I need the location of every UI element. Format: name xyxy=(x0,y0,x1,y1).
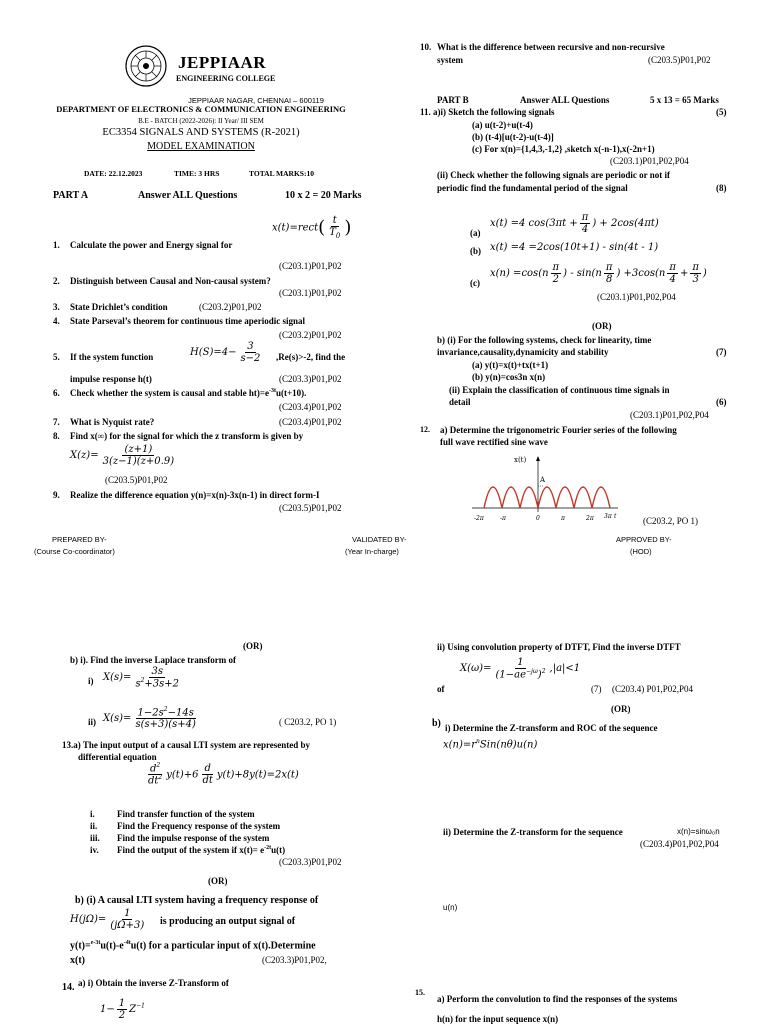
q13-iii-number: iii. xyxy=(90,833,100,843)
part-a-label: PART A xyxy=(53,190,89,201)
q13b-co: (C203.3)P01,P02, xyxy=(262,955,327,965)
prepared-by: PREPARED BY- xyxy=(52,535,107,544)
q8-co: (C203.5)P01,P02 xyxy=(105,475,168,485)
q11-ii-text-2: periodic find the fundamental period of the signal xyxy=(437,183,628,193)
q13-iv-text: Find the output of the system if $x(t)= e^{-2t}u(t)$ xyxy=(117,845,286,855)
q13b-frequency-response: H(jΩ)= $\frac{1}{(j\Omega+3)}$ xyxy=(70,908,145,931)
q5-formula: H(S)=4− $\frac{3}{s-2}$ xyxy=(190,341,261,364)
or-divider-3: (OR) xyxy=(208,876,228,886)
q11-ii-b-formula: x(t) =4 =2cos(10t+1) - sin(4t - 1) xyxy=(490,242,659,253)
prepared-by-role: (Course Co-coordinator) xyxy=(34,547,115,556)
inverse-dtft-text: ii) Using convolution property of DTFT, Find the inverse DTFT xyxy=(437,642,681,652)
q13-co: (C203.3)P01,P02 xyxy=(279,857,342,867)
q8-text: Find x(∞) for the signal for which the z transform is given by xyxy=(70,431,304,441)
q10-number: 10. xyxy=(420,42,432,52)
q15-text: a) Perform the convolution to find the responses of the systems xyxy=(437,994,678,1004)
q5-co: (C203.3)P01,P02 xyxy=(279,374,342,384)
q11-ii-marks: (8) xyxy=(716,183,727,193)
q9-text: Realize the difference equation y(n)=x(n)-3x(n-1) in direct form-I xyxy=(70,490,320,500)
q1-text: Calculate the power and Energy signal for xyxy=(70,240,233,250)
plot-tick-m2pi: -2π xyxy=(474,515,484,522)
q13-i-text: Find transfer function of the system xyxy=(117,809,255,819)
q11b-ii-marks: (6) xyxy=(716,397,727,407)
q7-number: 7. xyxy=(53,417,60,427)
approved-by-role: (HOD) xyxy=(630,547,652,556)
q1-number: 1. xyxy=(53,240,60,250)
ztransform-sin-unit-step: u(n) xyxy=(443,903,458,912)
laplace-i-label: i) xyxy=(88,676,94,686)
part-b-instruction: Answer ALL Questions xyxy=(520,95,610,105)
exam-total-marks: TOTAL MARKS:10 xyxy=(249,169,314,178)
or-divider-1: (OR) xyxy=(592,321,612,331)
q10-text-2: system xyxy=(437,55,463,65)
q14-number: 14. xyxy=(62,982,75,993)
q11b-co: (C203.1)P01,P02,P04 xyxy=(630,410,709,420)
q13-ii-text: Find the Frequency response of the system xyxy=(117,821,281,831)
q11b-ii-text: (ii) Explain the classification of continuous time signals in xyxy=(449,385,670,395)
q6-text: Check whether the system is causal and stable $ht)=e^{-3t}u(t+10)$. xyxy=(70,388,307,398)
plot-tick-2pi: 2π xyxy=(586,515,594,522)
q5-text: If the system function xyxy=(70,352,154,362)
plot-tick-0: 0 xyxy=(536,515,540,522)
q11-heading: 11. a)i) Sketch the following signals xyxy=(420,107,555,117)
q10-text: What is the difference between recursive and non-recursive xyxy=(437,42,665,52)
ztransform-sin-co: (C203.4)P01,P02,P04 xyxy=(640,839,719,849)
q9-co: (C203.5)P01,P02 xyxy=(279,503,342,513)
q13b-text-2: is producing an output signal of xyxy=(160,916,296,927)
q14-text: a) i) Obtain the inverse Z-Transform of xyxy=(78,978,229,988)
q14-formula: 1− $\frac{1}{2}$ $Z^{-1}$ xyxy=(100,998,145,1021)
q6-number: 6. xyxy=(53,388,60,398)
batch-info: B.E - BATCH (2022-2026): II Year/ III SEM xyxy=(138,117,264,125)
inverse-dtft-formula: X(ω)= $\frac{1}{(1-ae^{-j\omega})^2}$ ,|a|<1 xyxy=(460,657,581,681)
exam-title: MODEL EXAMINATION xyxy=(147,141,255,152)
q4-number: 4. xyxy=(53,316,60,326)
part-b-marks: 5 x 13 = 65 Marks xyxy=(650,95,719,105)
q12-co: (C203.2, PO 1) xyxy=(643,516,699,526)
ztransform-roc-formula: $x(n)=r^nSin(n\theta)u(n)$ xyxy=(443,738,538,751)
q11b-marks: (7) xyxy=(716,347,727,357)
q4-co: (C203.2)P01,P02 xyxy=(279,330,342,340)
q8-formula: X(z)= $\frac{(z+1)}{3(z-1)(z+0.9)}$ xyxy=(70,444,175,467)
q11b-b: (b) y(n)=cos3n x(n) xyxy=(472,372,546,382)
q3-text: State Drichlet’s condition xyxy=(70,302,168,312)
q11b-text-2: invariance,causality,dynamicity and stability xyxy=(437,347,609,357)
q11-co-2: (C203.1)P01,P02,P04 xyxy=(597,292,676,302)
q13-diff-equation: $\frac{d^2}{dt^2}$ y(t)+6 $\frac{d}{dt}$ y(t)+8y(t)=2x(t) xyxy=(148,762,299,787)
ztransform-sin-text: ii) Determine the Z-transform for the sequence xyxy=(443,827,623,837)
or-divider-4: (OR) xyxy=(611,704,631,714)
q11b-ii-text-2: detail xyxy=(449,397,471,407)
plot-tick-pi: π xyxy=(561,515,565,522)
college-subtitle: ENGINEERING COLLEGE xyxy=(176,74,276,83)
inverse-laplace-heading: b) i). Find the inverse Laplace transform of xyxy=(70,655,236,665)
ztransform-roc-text: i) Determine the Z-transform and ROC of the sequence xyxy=(445,723,658,733)
q12-number: 12. xyxy=(420,425,430,434)
q2-co: (C203.1)P01,P02 xyxy=(279,288,342,298)
plot-y-label: x(t) xyxy=(514,456,527,464)
inverse-dtft-marks: (7) xyxy=(591,684,602,694)
inverse-dtft-of: of xyxy=(437,684,445,694)
laplace-ii-label: ii) xyxy=(88,717,96,727)
q11-ii-text: (ii) Check whether the following signals are periodic or not if xyxy=(437,170,670,180)
q6-co: (C203.4)P01,P02 xyxy=(279,402,342,412)
plot-amplitude-label: A xyxy=(540,476,546,484)
part-a-instruction: Answer ALL Questions xyxy=(138,190,238,201)
exam-time: TIME: 3 HRS xyxy=(174,169,220,178)
department-name: DEPARTMENT OF ELECTRONICS & COMMUNICATION ENGINEERING xyxy=(56,104,346,114)
q13b-output: $y(t)=^{e-3t}u(t)-e^{-4t}u(t)$ for a particular input of x(t).Determine xyxy=(70,940,316,952)
q8-number: 8. xyxy=(53,431,60,441)
course-title: EC3354 SIGNALS AND SYSTEMS (R-2021) xyxy=(102,127,300,138)
plot-tick-t: t xyxy=(614,513,617,520)
laplace-i-formula: X(s)= $\frac{3s}{s^2+3s+2}$ xyxy=(103,666,180,690)
q11-ii-c-formula: x(n) =cos(n $\frac{\pi}{2}$ ) - sin(n $\frac{\pi}{8}$ ) +3cos(n $\frac{\pi}{4}$ + $\frac{\pi}{3}$ ) xyxy=(490,262,707,285)
q13-ii-number: ii. xyxy=(90,821,98,831)
plot-tick-mpi: -π xyxy=(500,515,506,522)
approved-by: APPROVED BY- xyxy=(616,535,672,544)
q4-text: State Parseval’s theorem for continuous time aperiodic signal xyxy=(70,316,306,326)
q13b-text-4: x(t) xyxy=(70,955,85,966)
q13-text-2: differential equation xyxy=(78,752,157,762)
q5-text-roc: ,Re(s)>-2, find the xyxy=(276,352,346,362)
q9-number: 9. xyxy=(53,490,60,500)
q11-b: (b) (t-4)[u(t-2)-u(t-4)] xyxy=(472,132,554,142)
validated-by-role: (Year In-charge) xyxy=(345,547,399,556)
q15-number: 15. xyxy=(415,988,425,997)
q11-co-1: (C203.1)P01,P02,P04 xyxy=(610,156,689,166)
q7-co: (C203.4)P01,P02 xyxy=(279,417,342,427)
q2-number: 2. xyxy=(53,276,60,286)
q13-iii-text: Find the impulse response of the system xyxy=(117,833,270,843)
college-seal-logo xyxy=(124,44,168,88)
q13-i-number: i. xyxy=(90,809,95,819)
q13-text: 13.a) The input output of a causal LTI system are represented by xyxy=(62,740,311,750)
ztransform-b-label: b) xyxy=(432,718,441,729)
q1-formula: x(t)=rect( $\frac{t}{T_0}$ ) xyxy=(272,215,352,240)
q13-iv-number: iv. xyxy=(90,845,99,855)
college-address: JEPPIAAR NAGAR, CHENNAI – 600119 xyxy=(188,96,324,105)
q3-number: 3. xyxy=(53,302,60,312)
q3-co: (C203.2)P01,P02 xyxy=(199,302,262,312)
q12-text: a) Determine the trigonometric Fourier series of the following xyxy=(440,425,677,435)
validated-by: VALIDATED BY- xyxy=(352,535,407,544)
or-divider-2: (OR) xyxy=(243,641,263,651)
laplace-ii-formula: X(s)= $\frac{1-2s^2-14s}{s(s+3)(s+4)}$ xyxy=(103,706,196,731)
exam-date: DATE: 22.12.2023 xyxy=(84,169,143,178)
q10-co: (C203.5)P01,P02 xyxy=(648,55,711,65)
q11b-a: (a) y(t)=x(t)+tx(t+1) xyxy=(472,360,549,370)
ztransform-sin-formula: x(n)=sinω₀n xyxy=(677,827,720,836)
q11-marks: (5) xyxy=(716,107,727,117)
inverse-dtft-co: (C203.4) P01,P02,P04 xyxy=(612,684,694,694)
q11-ii-c-label: (c) xyxy=(470,278,480,288)
q15-text-2: h(n) for the input sequence x(n) xyxy=(437,1014,559,1024)
plot-tick-3pi: 3π xyxy=(604,513,612,520)
rectified-sine-plot xyxy=(470,452,620,532)
q11-ii-a-formula: x(t) =4 cos(3πt + $\frac{\pi}{4}$ ) + 2cos(4πt) xyxy=(490,212,659,235)
q11b-text: b) (i) For the following systems, check for linearity, time xyxy=(437,335,652,345)
q7-text: What is Nyquist rate? xyxy=(70,417,155,427)
q5-number: 5. xyxy=(53,352,60,362)
q11-a: (a) u(t-2)+u(t-4) xyxy=(472,120,533,130)
part-a-marks: 10 x 2 = 20 Marks xyxy=(285,190,362,201)
laplace-ii-co: ( C203.2, PO 1) xyxy=(279,717,337,727)
q11-ii-a-label: (a) xyxy=(470,228,481,238)
q1-co: (C203.1)P01,P02 xyxy=(279,261,342,271)
q5-text-2: impulse response h(t) xyxy=(70,374,152,384)
college-name: JEPPIAAR xyxy=(178,53,267,72)
q11-ii-b-label: (b) xyxy=(470,246,481,256)
part-b-label: PART B xyxy=(437,95,469,105)
q13b-text: b) (i) A causal LTI system having a frequency response of xyxy=(75,895,319,906)
q11-c: (c) For x(n)={1,4,3,-1,2} ,sketch x(-n-1),x(-2n+1) xyxy=(472,144,655,154)
q12-text-2: full wave rectified sine wave xyxy=(440,437,548,447)
q2-text: Distinguish between Causal and Non-causal system? xyxy=(70,276,271,286)
